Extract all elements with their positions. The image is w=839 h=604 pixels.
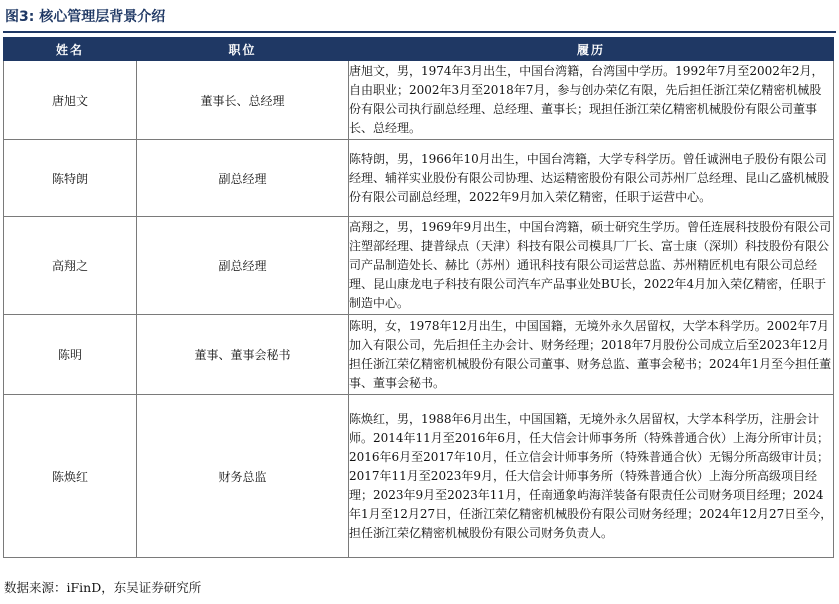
- management-table: [3, 37, 834, 558]
- person-position: 副总经理: [137, 217, 349, 315]
- figure-title: 图3: 核心管理层背景介绍: [5, 9, 166, 25]
- table-row: [4, 61, 834, 140]
- person-name: 高翔之: [4, 217, 137, 315]
- header-position: 职位: [137, 38, 349, 61]
- data-source-note: 数据来源：iFinD，东吴证券研究所: [4, 580, 202, 595]
- person-resume: 陈明，女，1978年12月出生，中国国籍，无境外永久居留权，大学本科学历。2002年7月加入有限公司，先后担任主办会计、财务经理；2018年7月股份公司成立后至2023年12月担任浙江荣亿精密机械股份有限公司董事、财务总监、董事会秘书；2024年1月至今担任董事、董事会秘书。: [349, 315, 834, 395]
- person-name: 唐旭文: [4, 61, 137, 140]
- person-resume: 陈焕红，男，1988年6月出生，中国国籍，无境外永久居留权，大学本科学历，注册会计师。2014年11月至2016年6月，任大信会计师事务所（特殊普通合伙）上海分所审计员；2016年6月至2017年10月，任立信会计师事务所（特殊普通合伙）无锡分所高级审计员；2017年11月至2023年9月，任大信会计师事务所（特殊普通合伙）上海分所高级项目经理；2023年9月至2023年11月，任南通象屿海洋装备有限责任公司财务项目经理；2024年1月至12月27日，任浙江荣亿精密机械股份有限公司财务经理；2024年12月27日至今，担任浙江荣亿精密机械股份有限公司财务负责人。: [349, 395, 834, 558]
- table-header-row: [4, 38, 834, 61]
- title-divider: [3, 31, 836, 33]
- person-name: 陈焕红: [4, 395, 137, 558]
- header-resume: 履历: [349, 38, 834, 61]
- person-resume: 唐旭文，男，1974年3月出生，中国台湾籍，台湾国中学历。1992年7月至2002年2月，自由职业；2002年3月至2018年7月，参与创办荣亿有限，先后担任浙江荣亿精密机械股份有限公司执行副总经理、总经理、董事长；现担任浙江荣亿精密机械股份有限公司董事长、总经理。: [349, 61, 834, 140]
- table-row: [4, 395, 834, 558]
- table-row: [4, 315, 834, 395]
- person-resume: 高翔之，男，1969年9月出生，中国台湾籍，硕士研究生学历。曾任连展科技股份有限公司注塑部经理、捷普绿点（天津）科技有限公司模具厂厂长、富士康（深圳）科技股份有限公司产品制造处长、赫比（苏州）通讯科技有限公司运营总监、苏州精匠机电有限公司总经理、昆山康龙电子科技有限公司汽车产品事业处BU长，2022年4月加入荣亿精密，任职于制造中心。: [349, 217, 834, 315]
- header-name: 姓名: [4, 38, 137, 61]
- table-row: [4, 140, 834, 217]
- person-name: 陈明: [4, 315, 137, 395]
- person-position: 董事、董事会秘书: [137, 315, 349, 395]
- person-name: 陈特朗: [4, 140, 137, 217]
- person-resume: 陈特朗，男，1966年10月出生，中国台湾籍，大学专科学历。曾任诚洲电子股份有限公司经理、辅祥实业股份有限公司协理、达运精密股份有限公司苏州厂总经理、昆山乙盛机械股份有限公司副总经理，2022年9月加入荣亿精密，任职于运营中心。: [349, 140, 834, 217]
- person-position: 副总经理: [137, 140, 349, 217]
- table-row: [4, 217, 834, 315]
- person-position: 财务总监: [137, 395, 349, 558]
- person-position: 董事长、总经理: [137, 61, 349, 140]
